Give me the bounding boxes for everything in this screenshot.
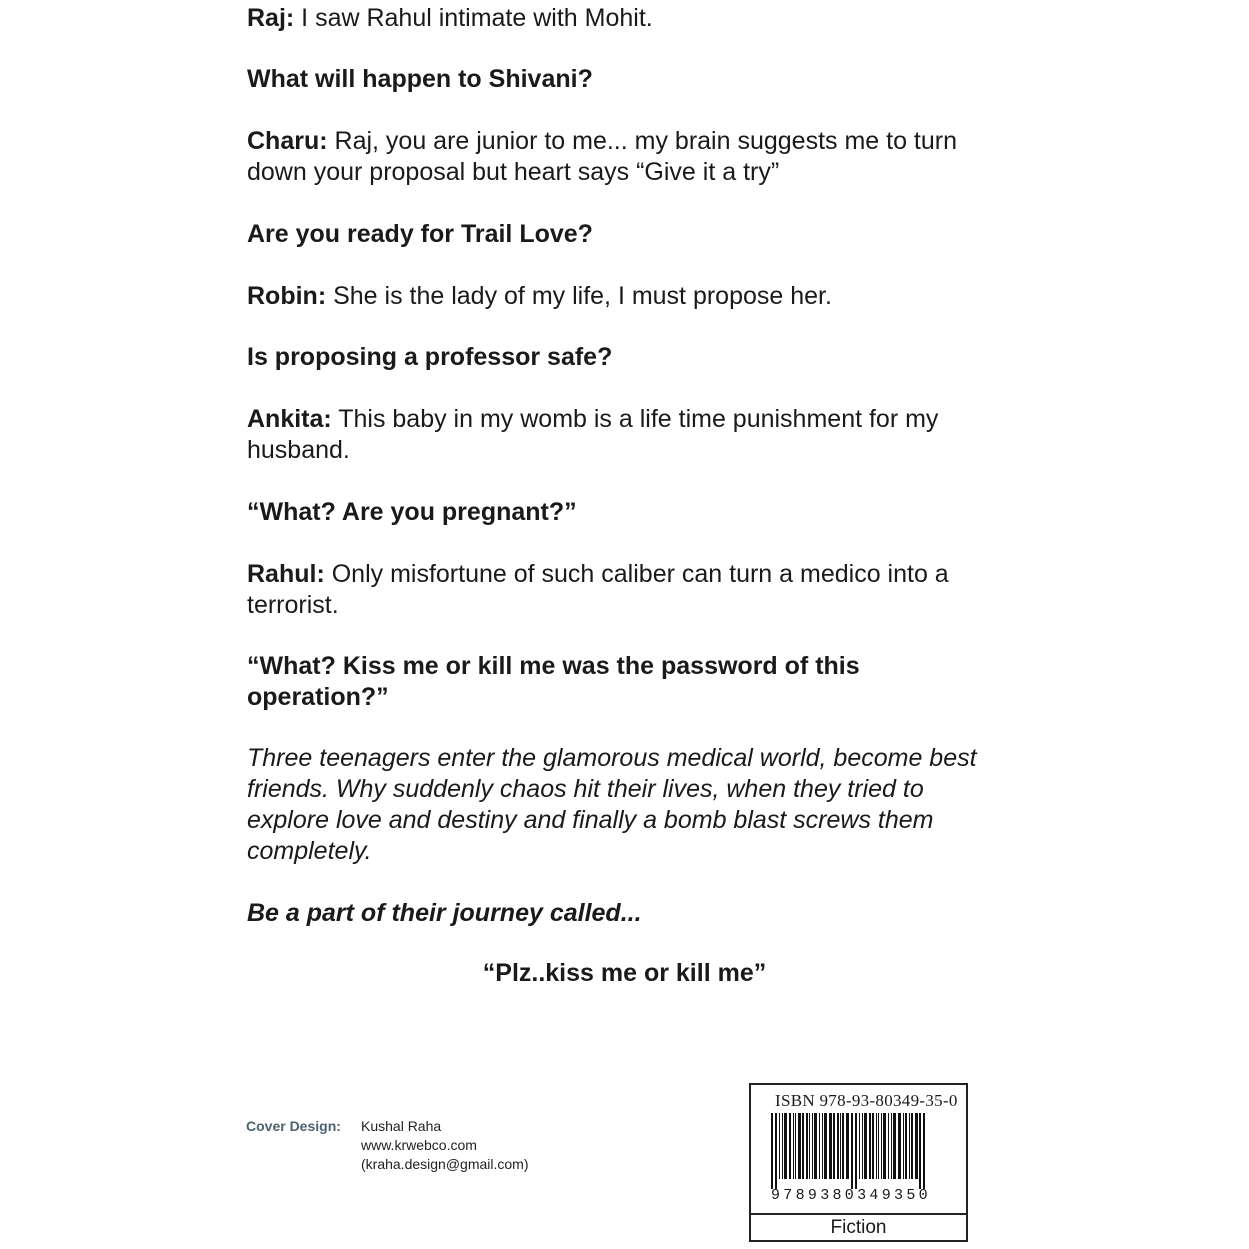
speaker-name: Robin: — [247, 282, 327, 310]
question-professor: Is proposing a professor safe? — [247, 343, 613, 371]
dialogue-text: Only misfortune of such caliber can turn a medico into a terrorist. — [247, 560, 949, 619]
question-shivani: What will happen to Shivani? — [247, 65, 593, 93]
speaker-name: Charu: — [247, 127, 328, 155]
dialogue-raj — [247, 3, 1017, 34]
dialogue-charu — [247, 126, 1017, 188]
designer-name: Kushal Raha — [361, 1118, 442, 1134]
dialogue-text: Raj, you are junior to me... my brain suggests me to turn down your proposal but heart says “Give it a try” — [247, 127, 958, 186]
designer-info — [361, 1117, 529, 1174]
speaker-name: Rahul: — [247, 560, 325, 588]
question-trail-love: Are you ready for Trail Love? — [247, 220, 593, 248]
question-password: “What? Kiss me or kill me was the password of this operation?” — [247, 652, 860, 711]
speaker-name: Ankita: — [247, 405, 332, 433]
dialogue-robin — [247, 281, 1017, 312]
dialogue-text: I saw Rahul intimate with Mohit. — [294, 4, 653, 32]
speaker-name: Raj: — [247, 4, 295, 32]
isbn-number: ISBN 978-93-80349-35-0 — [775, 1091, 958, 1110]
dialogue-text: She is the lady of my life, I must propose her. — [326, 282, 832, 310]
designer-website: www.krwebco.com — [361, 1137, 477, 1153]
cover-design-label: Cover Design: — [246, 1118, 341, 1134]
dialogue-rahul — [247, 559, 1017, 621]
isbn-block — [749, 1083, 968, 1242]
designer-email: (kraha.design@gmail.com) — [361, 1156, 529, 1172]
divider — [751, 1213, 966, 1215]
book-title: “Plz..kiss me or kill me” — [482, 959, 767, 987]
dialogue-text: This baby in my womb is a life time punishment for my husband. — [247, 405, 939, 464]
barcode-digits: 9789380349350 — [771, 1187, 931, 1204]
barcode-icon — [771, 1113, 951, 1189]
synopsis: Three teenagers enter the glamorous medical world, become best friends. Why suddenly chaos hit their lives, when they tried to explore love and destiny and finally a bomb blast screws them completely. — [247, 744, 977, 865]
callout-line: Be a part of their journey called... — [247, 899, 642, 927]
question-pregnant: “What? Are you pregnant?” — [247, 498, 577, 526]
dialogue-ankita — [247, 404, 1017, 466]
genre-label: Fiction — [830, 1217, 887, 1238]
